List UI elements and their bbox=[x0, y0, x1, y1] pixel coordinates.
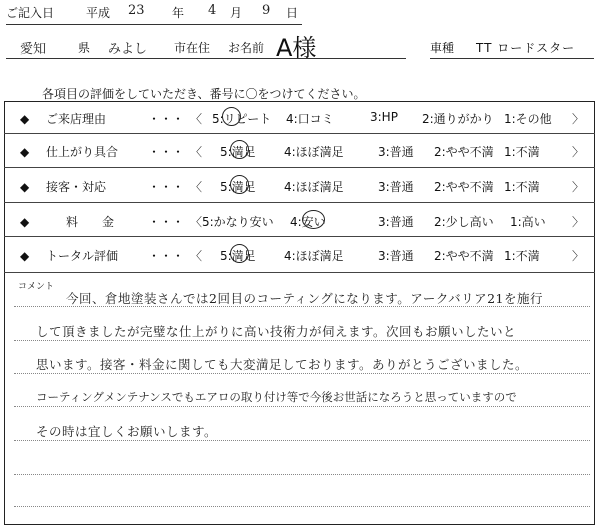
ruled-line bbox=[14, 406, 590, 407]
option-2[interactable]: 2:やや不満 bbox=[434, 180, 494, 194]
diamond-icon: ◆ bbox=[20, 145, 30, 159]
ruled-line bbox=[14, 474, 590, 475]
option-4[interactable]: 4:ほぼ満足 bbox=[284, 145, 344, 159]
selected-circle bbox=[222, 107, 241, 126]
car-value: TT ロードスター bbox=[476, 41, 576, 55]
row-dots: ・・・ bbox=[148, 180, 185, 194]
prefecture-value: 愛知 bbox=[20, 42, 47, 57]
option-3[interactable]: 3:普通 bbox=[378, 145, 414, 159]
comment-line-2: して頂きましたが完璧な仕上がりに高い技術力が伺えます。次回もお願いしたいと bbox=[36, 324, 517, 339]
row-close-bracket: 〉 bbox=[572, 215, 585, 229]
row-open-bracket: 〈 bbox=[190, 180, 203, 194]
ruled-line bbox=[14, 506, 590, 507]
row-close-bracket: 〉 bbox=[572, 145, 585, 159]
row-label: 仕上がり具合 bbox=[46, 145, 119, 159]
car-underline bbox=[430, 58, 594, 59]
option-1[interactable]: 1:不満 bbox=[504, 145, 540, 159]
rating-row-total bbox=[4, 238, 595, 270]
selected-circle bbox=[230, 140, 249, 159]
comment-line-5: その時は宜しくお願いします。 bbox=[36, 424, 218, 439]
option-3[interactable]: 3:普通 bbox=[378, 249, 414, 263]
comment-line-4: コーティングメンテナンスでもエアロの取り付け等で今後お世話になろうと思っていますので bbox=[36, 390, 517, 404]
row-open-bracket: 〈 bbox=[190, 145, 203, 159]
option-2[interactable]: 2:やや不満 bbox=[434, 249, 494, 263]
option-5[interactable]: 5:満足 bbox=[220, 180, 256, 194]
comment-label: コメント bbox=[18, 282, 55, 292]
year-label: 年 bbox=[172, 6, 185, 20]
era-label: 平成 bbox=[86, 6, 111, 20]
rating-row-visit-reason bbox=[4, 101, 595, 133]
name-value: A様 bbox=[276, 34, 317, 62]
option-4[interactable]: 4:ほぼ満足 bbox=[284, 180, 344, 194]
row-divider bbox=[4, 167, 595, 168]
comment-line-1: 今回、倉地塗装さんでは2回目のコーティングになります。アークバリア21を施行 bbox=[66, 291, 543, 306]
selected-circle bbox=[230, 244, 249, 263]
diamond-icon: ◆ bbox=[20, 249, 30, 263]
row-dots: ・・・ bbox=[148, 249, 185, 263]
option-2[interactable]: 2:通りがかり bbox=[422, 112, 494, 126]
option-1[interactable]: 1:不満 bbox=[504, 180, 540, 194]
selected-circle bbox=[230, 175, 249, 194]
row-dots: ・・・ bbox=[148, 215, 185, 229]
row-divider bbox=[4, 202, 595, 203]
row-dots: ・・・ bbox=[148, 112, 185, 126]
option-1[interactable]: 1:高い bbox=[510, 215, 546, 229]
selected-circle bbox=[302, 210, 325, 229]
ruled-line bbox=[14, 340, 590, 341]
diamond-icon: ◆ bbox=[20, 215, 30, 229]
rating-row-finish-quality bbox=[4, 134, 595, 166]
option-5[interactable]: 5:満足 bbox=[220, 145, 256, 159]
rating-row-service bbox=[4, 169, 595, 201]
city-label: 市在住 bbox=[174, 41, 211, 55]
row-label: トータル評価 bbox=[46, 249, 119, 263]
option-4[interactable]: 4:安い bbox=[290, 215, 326, 229]
date-underline bbox=[6, 24, 302, 25]
diamond-icon: ◆ bbox=[20, 180, 30, 194]
option-2[interactable]: 2:少し高い bbox=[434, 215, 494, 229]
option-4[interactable]: 4:ほぼ満足 bbox=[284, 249, 344, 263]
row-open-bracket: 〈 bbox=[190, 215, 203, 229]
row-close-bracket: 〉 bbox=[572, 112, 585, 126]
prefecture-label: 県 bbox=[78, 41, 91, 55]
name-label: お名前 bbox=[228, 41, 265, 55]
option-3[interactable]: 3:普通 bbox=[378, 180, 414, 194]
day-value: 9 bbox=[262, 3, 271, 18]
row-label: ご来店理由 bbox=[46, 112, 107, 126]
day-label: 日 bbox=[286, 6, 299, 20]
row-dots: ・・・ bbox=[148, 145, 185, 159]
option-5[interactable]: 5:満足 bbox=[220, 249, 256, 263]
option-5[interactable]: 5:リピート bbox=[212, 112, 272, 126]
option-2[interactable]: 2:やや不満 bbox=[434, 145, 494, 159]
option-1[interactable]: 1:その他 bbox=[504, 112, 552, 126]
row-open-bracket: 〈 bbox=[190, 249, 203, 263]
rating-row-price bbox=[4, 204, 595, 236]
name-underline bbox=[6, 58, 406, 59]
entry-date-label: ご記入日 bbox=[6, 6, 55, 20]
diamond-icon: ◆ bbox=[20, 112, 30, 126]
row-label: 料 金 bbox=[66, 215, 115, 229]
comment-line-3: 思います。接客・料金に関しても大変満足しております。ありがとうございました。 bbox=[36, 357, 529, 372]
ruled-line bbox=[14, 373, 590, 374]
row-divider bbox=[4, 272, 595, 273]
instruction-text: 各項目の評価をしていただき、番号に〇をつけてください。 bbox=[42, 87, 366, 101]
ruled-line bbox=[14, 440, 590, 441]
row-open-bracket: 〈 bbox=[190, 112, 203, 126]
option-1[interactable]: 1:不満 bbox=[504, 249, 540, 263]
row-close-bracket: 〉 bbox=[572, 249, 585, 263]
option-3[interactable]: 3:普通 bbox=[378, 215, 414, 229]
month-label: 月 bbox=[230, 6, 243, 20]
option-3[interactable]: 3:HP bbox=[370, 110, 398, 124]
row-close-bracket: 〉 bbox=[572, 180, 585, 194]
option-5[interactable]: 5:かなり安い bbox=[202, 215, 274, 229]
row-label: 接客・対応 bbox=[46, 180, 107, 194]
month-value: 4 bbox=[208, 3, 217, 18]
car-label: 車種 bbox=[430, 41, 455, 55]
option-4[interactable]: 4:口コミ bbox=[286, 112, 334, 126]
year-value: 23 bbox=[128, 3, 145, 18]
row-divider bbox=[4, 236, 595, 237]
city-value: みよし bbox=[108, 42, 148, 57]
